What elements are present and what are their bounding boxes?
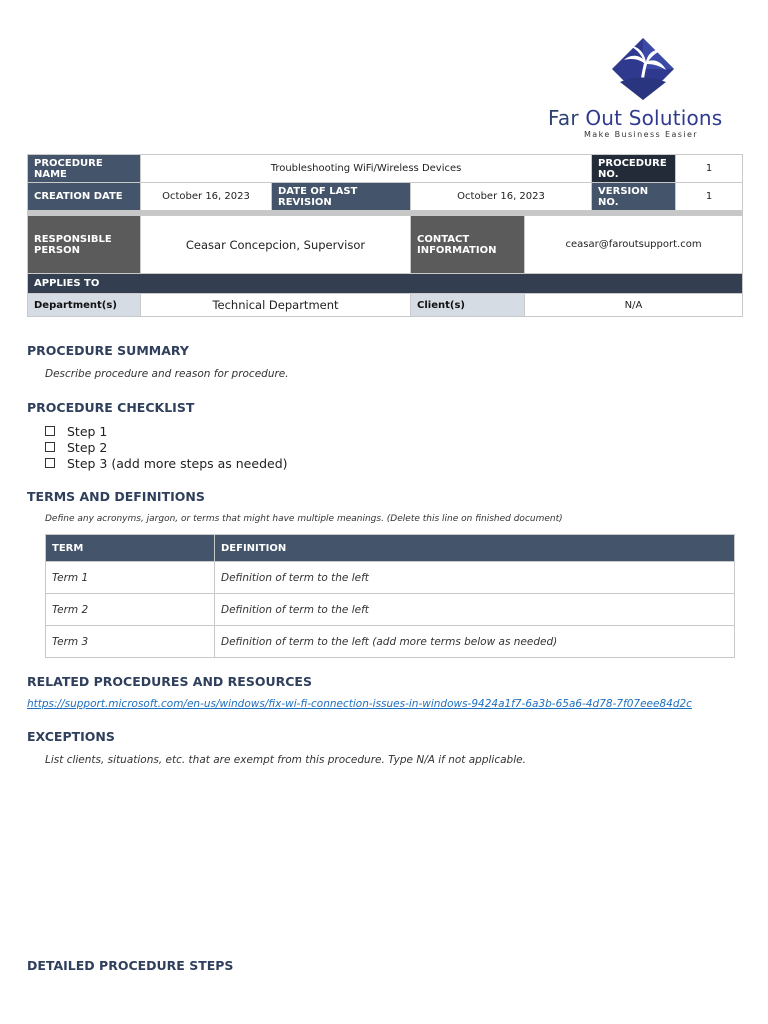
term-column-header: TERM <box>46 535 215 562</box>
applies-to-bar: APPLIES TO <box>28 274 743 294</box>
last-revision-label: DATE OF LAST REVISION <box>272 183 411 211</box>
term-cell: Term 2 <box>46 594 215 626</box>
client-value: N/A <box>525 294 743 317</box>
brand-tagline: Make Business Easier <box>584 130 698 139</box>
related-resource-link[interactable]: https://support.microsoft.com/en-us/windows/fix-wi-fi-connection-issues-in-windows-9424a1f7-6a3b-65a6-4d78-7f07eee84d2c <box>27 698 692 710</box>
responsible-person-value: Ceasar Concepcion, Supervisor <box>141 216 411 274</box>
contact-information-value: ceasar@faroutsupport.com <box>525 216 743 274</box>
checkbox-icon[interactable] <box>45 442 55 452</box>
terms-table <box>45 534 735 658</box>
company-logo <box>540 30 750 145</box>
version-no-value: 1 <box>676 183 743 211</box>
procedure-no-value: 1 <box>676 155 743 183</box>
creation-date-label: CREATION DATE <box>28 183 141 211</box>
terms-definitions-heading: TERMS AND DEFINITIONS <box>27 489 205 504</box>
procedure-no-label: PROCEDURE NO. <box>592 155 676 183</box>
table-row <box>46 626 735 658</box>
table-row <box>46 562 735 594</box>
table-row <box>46 594 735 626</box>
procedure-summary-text: Describe procedure and reason for procedure. <box>45 368 289 380</box>
last-revision-value: October 16, 2023 <box>411 183 592 211</box>
definition-cell: Definition of term to the left <box>215 594 735 626</box>
definition-cell: Definition of term to the left (add more terms below as needed) <box>215 626 735 658</box>
palm-tree-diamond-icon <box>610 36 676 102</box>
procedure-checklist-heading: PROCEDURE CHECKLIST <box>27 400 195 415</box>
terms-definitions-note: Define any acronyms, jargon, or terms that might have multiple meanings. (Delete this line on finished document) <box>45 514 563 524</box>
detailed-procedure-steps-heading: DETAILED PROCEDURE STEPS <box>27 958 234 973</box>
procedure-summary-heading: PROCEDURE SUMMARY <box>27 343 189 358</box>
term-cell: Term 1 <box>46 562 215 594</box>
checkbox-icon[interactable] <box>45 426 55 436</box>
client-label: Client(s) <box>411 294 525 317</box>
department-label: Department(s) <box>28 294 141 317</box>
creation-date-value: October 16, 2023 <box>141 183 272 211</box>
department-value: Technical Department <box>141 294 411 317</box>
procedure-header-table <box>27 154 743 317</box>
exceptions-heading: EXCEPTIONS <box>27 729 115 744</box>
checkbox-icon[interactable] <box>45 458 55 468</box>
procedure-name-label: PROCEDURE NAME <box>28 155 141 183</box>
brand-name: Far Out Solutions <box>548 106 723 130</box>
version-no-label: VERSION NO. <box>592 183 676 211</box>
term-cell: Term 3 <box>46 626 215 658</box>
contact-information-label: CONTACT INFORMATION <box>411 216 525 274</box>
procedure-checklist <box>45 424 288 472</box>
checklist-item[interactable]: Step 3 (add more steps as needed) <box>45 456 288 472</box>
checklist-item[interactable]: Step 2 <box>45 440 288 456</box>
definition-column-header: DEFINITION <box>215 535 735 562</box>
related-procedures-heading: RELATED PROCEDURES AND RESOURCES <box>27 674 312 689</box>
exceptions-text: List clients, situations, etc. that are exempt from this procedure. Type N/A if not applicable. <box>45 754 526 766</box>
responsible-person-label: RESPONSIBLE PERSON <box>28 216 141 274</box>
procedure-name-value: Troubleshooting WiFi/Wireless Devices <box>141 155 592 183</box>
checklist-item[interactable]: Step 1 <box>45 424 288 440</box>
definition-cell: Definition of term to the left <box>215 562 735 594</box>
